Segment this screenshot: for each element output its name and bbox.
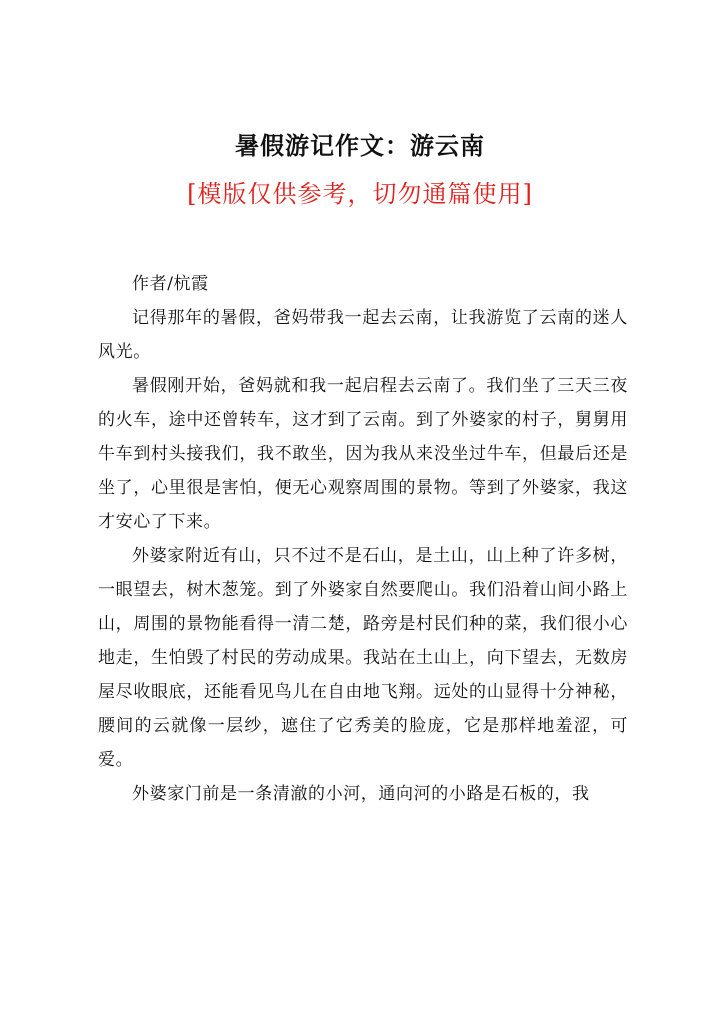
document-title: 暑假游记作文：游云南: [235, 131, 485, 160]
author-line: 作者/杭霞: [132, 274, 209, 294]
paragraph: 外婆家附近有山，只不过不是石山，是土山，山上种了许多树，一眼望去，树木葱笼。到了外婆家自然要爬山。我们沿着山间小路上山，周围的景物能看得一清二楚，路旁是村民们种的菜，我们很小心地走，生怕毁了村民的劳动成果。我站在土山上，向下望去，无数房屋尽收眼底，还能看见鸟儿在自由地飞翔。远处的山显得十分神秘，腰间的云就像一层纱，遮住了它秀美的脸庞，它是那样地羞涩，可爱。: [98, 546, 628, 770]
paragraph: 记得那年的暑假，爸妈带我一起去云南，让我游览了云南的迷人风光。: [98, 308, 628, 362]
paragraph: 暑假刚开始，爸妈就和我一起启程去云南了。我们坐了三天三夜的火车，途中还曾转车，这才到了云南。到了外婆家的村子，舅舅用牛车到村头接我们，我不敢坐，因为我从来没坐过牛车，但最后还是坐了，心里很是害怕，便无心观察周围的景物。等到了外婆家，我这才安心了下来。: [98, 376, 628, 532]
paragraph: 外婆家门前是一条清澈的小河，通向河的小路是石板的，我: [132, 784, 590, 804]
document-body: [98, 267, 628, 811]
template-notice: [模版仅供参考，切勿通篇使用]: [187, 180, 533, 208]
